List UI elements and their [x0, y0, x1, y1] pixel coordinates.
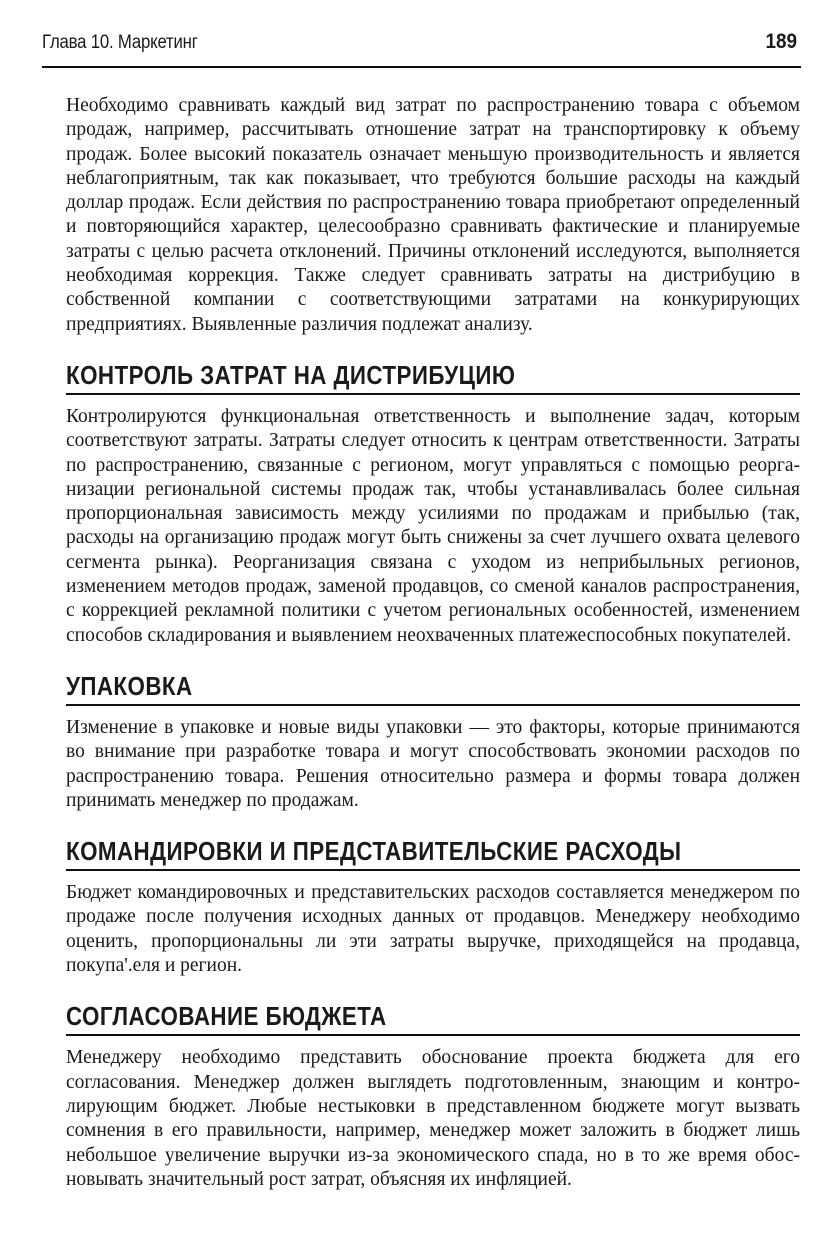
section-heading-budget-approval: [66, 999, 800, 1036]
section-heading-travel: [66, 834, 800, 871]
section-rule: [66, 869, 800, 871]
intro-paragraph: Необходимо сравнивать каждый вид затрат по распространению товара с объемом продаж, например, рассчитывать отношение затрат на транспортировку к объему продаж. Более высокий показатель означает меньшую производительность и является неблагоприятным, так как показывает, что требуются большие расходы на каждый доллар продаж. Если действия по распространению товара приобретают определенный и повторяющийся характер, целесообразно сравнивать фактические и планируемые затраты с целью расчета отклонений. Причины отклонений исследуются, выполняется необходимая коррекция. Также следует сравнивать затраты на дистрибуцию в собственной компании с соответствующими затратами на конкурирующих предприятиях. Выявленные различия подлежат анализу.: [66, 95, 800, 335]
section-rule: [66, 1034, 800, 1036]
section-heading-packaging: [66, 669, 800, 706]
section-title: УПАКОВКА: [66, 670, 193, 701]
running-head: [42, 30, 797, 54]
section-title: СОГЛАСОВАНИЕ БЮДЖЕТА: [66, 1001, 387, 1032]
header-rule: [42, 66, 801, 68]
section-rule: [66, 393, 800, 395]
section-paragraph: Менеджеру необходимо представить обоснование проекта бюджета для его согласования. Менеджер должен выглядеть подготовленным, знающим и контролирующим бюджет. Любые нестыковки в представленном бюджете могут вызвать сомнения в его правильности, например, менеджер может заложить в бюджет лишь небольшое увеличение выручки из-за экономического спада, но в то же время обосновывать значительный рост затрат, объясняя их инфляцией.: [66, 1047, 800, 1190]
section-rule: [66, 704, 800, 706]
section-paragraph: Изменение в упаковке и новые виды упаковки — это факторы, которые принимаются во внимание при разработке товара и могут способствовать экономии расходов по распространению товара. Решения относительно размера и формы товара должен принимать менеджер по продажам.: [66, 716, 800, 811]
section-heading-distribution: [66, 358, 800, 395]
section-paragraph: Бюджет командировочных и представительских расходов составляется менеджером по продаже после получения исходных данных от продавцов. Менеджеру необходимо оценить, пропорциональны ли эти затраты выручке, приходящейся на продавца, покупа'.еля и регион.: [66, 882, 800, 977]
chapter-title: Глава 10. Маркетинг: [42, 32, 198, 53]
section-title: КОМАНДИРОВКИ И ПРЕДСТАВИТЕЛЬСКИЕ РАСХОДЫ: [66, 836, 682, 867]
section-paragraph: Контролируются функциональная ответственность и выполнение задач, которым соответствуют затраты. Затраты следует относить к центрам ответственности. Затраты по распространению, связанные с регионом, могут управляться с помощью реорганизации региональной системы продаж так, чтобы устанавливалась более сильная пропорциональная зависимость между усилиями по продажам и прибылью (так, расходы на организацию продаж могут быть снижены за счет лучшего охвата целевого сегмента рынка). Реорганизация связана с уходом из неприбыльных регионов, изменением методов продаж, заменой продавцов, со сменой каналов распространения, с коррекцией рекламной политики с учетом региональных особенностей, изменением способов складирования и выявлением неохваченных платежеспособных покупателей.: [66, 405, 800, 646]
section-title: КОНТРОЛЬ ЗАТРАТ НА ДИСТРИБУЦИЮ: [66, 359, 516, 390]
page-number: 189: [765, 30, 797, 53]
page-body: [66, 94, 800, 1192]
